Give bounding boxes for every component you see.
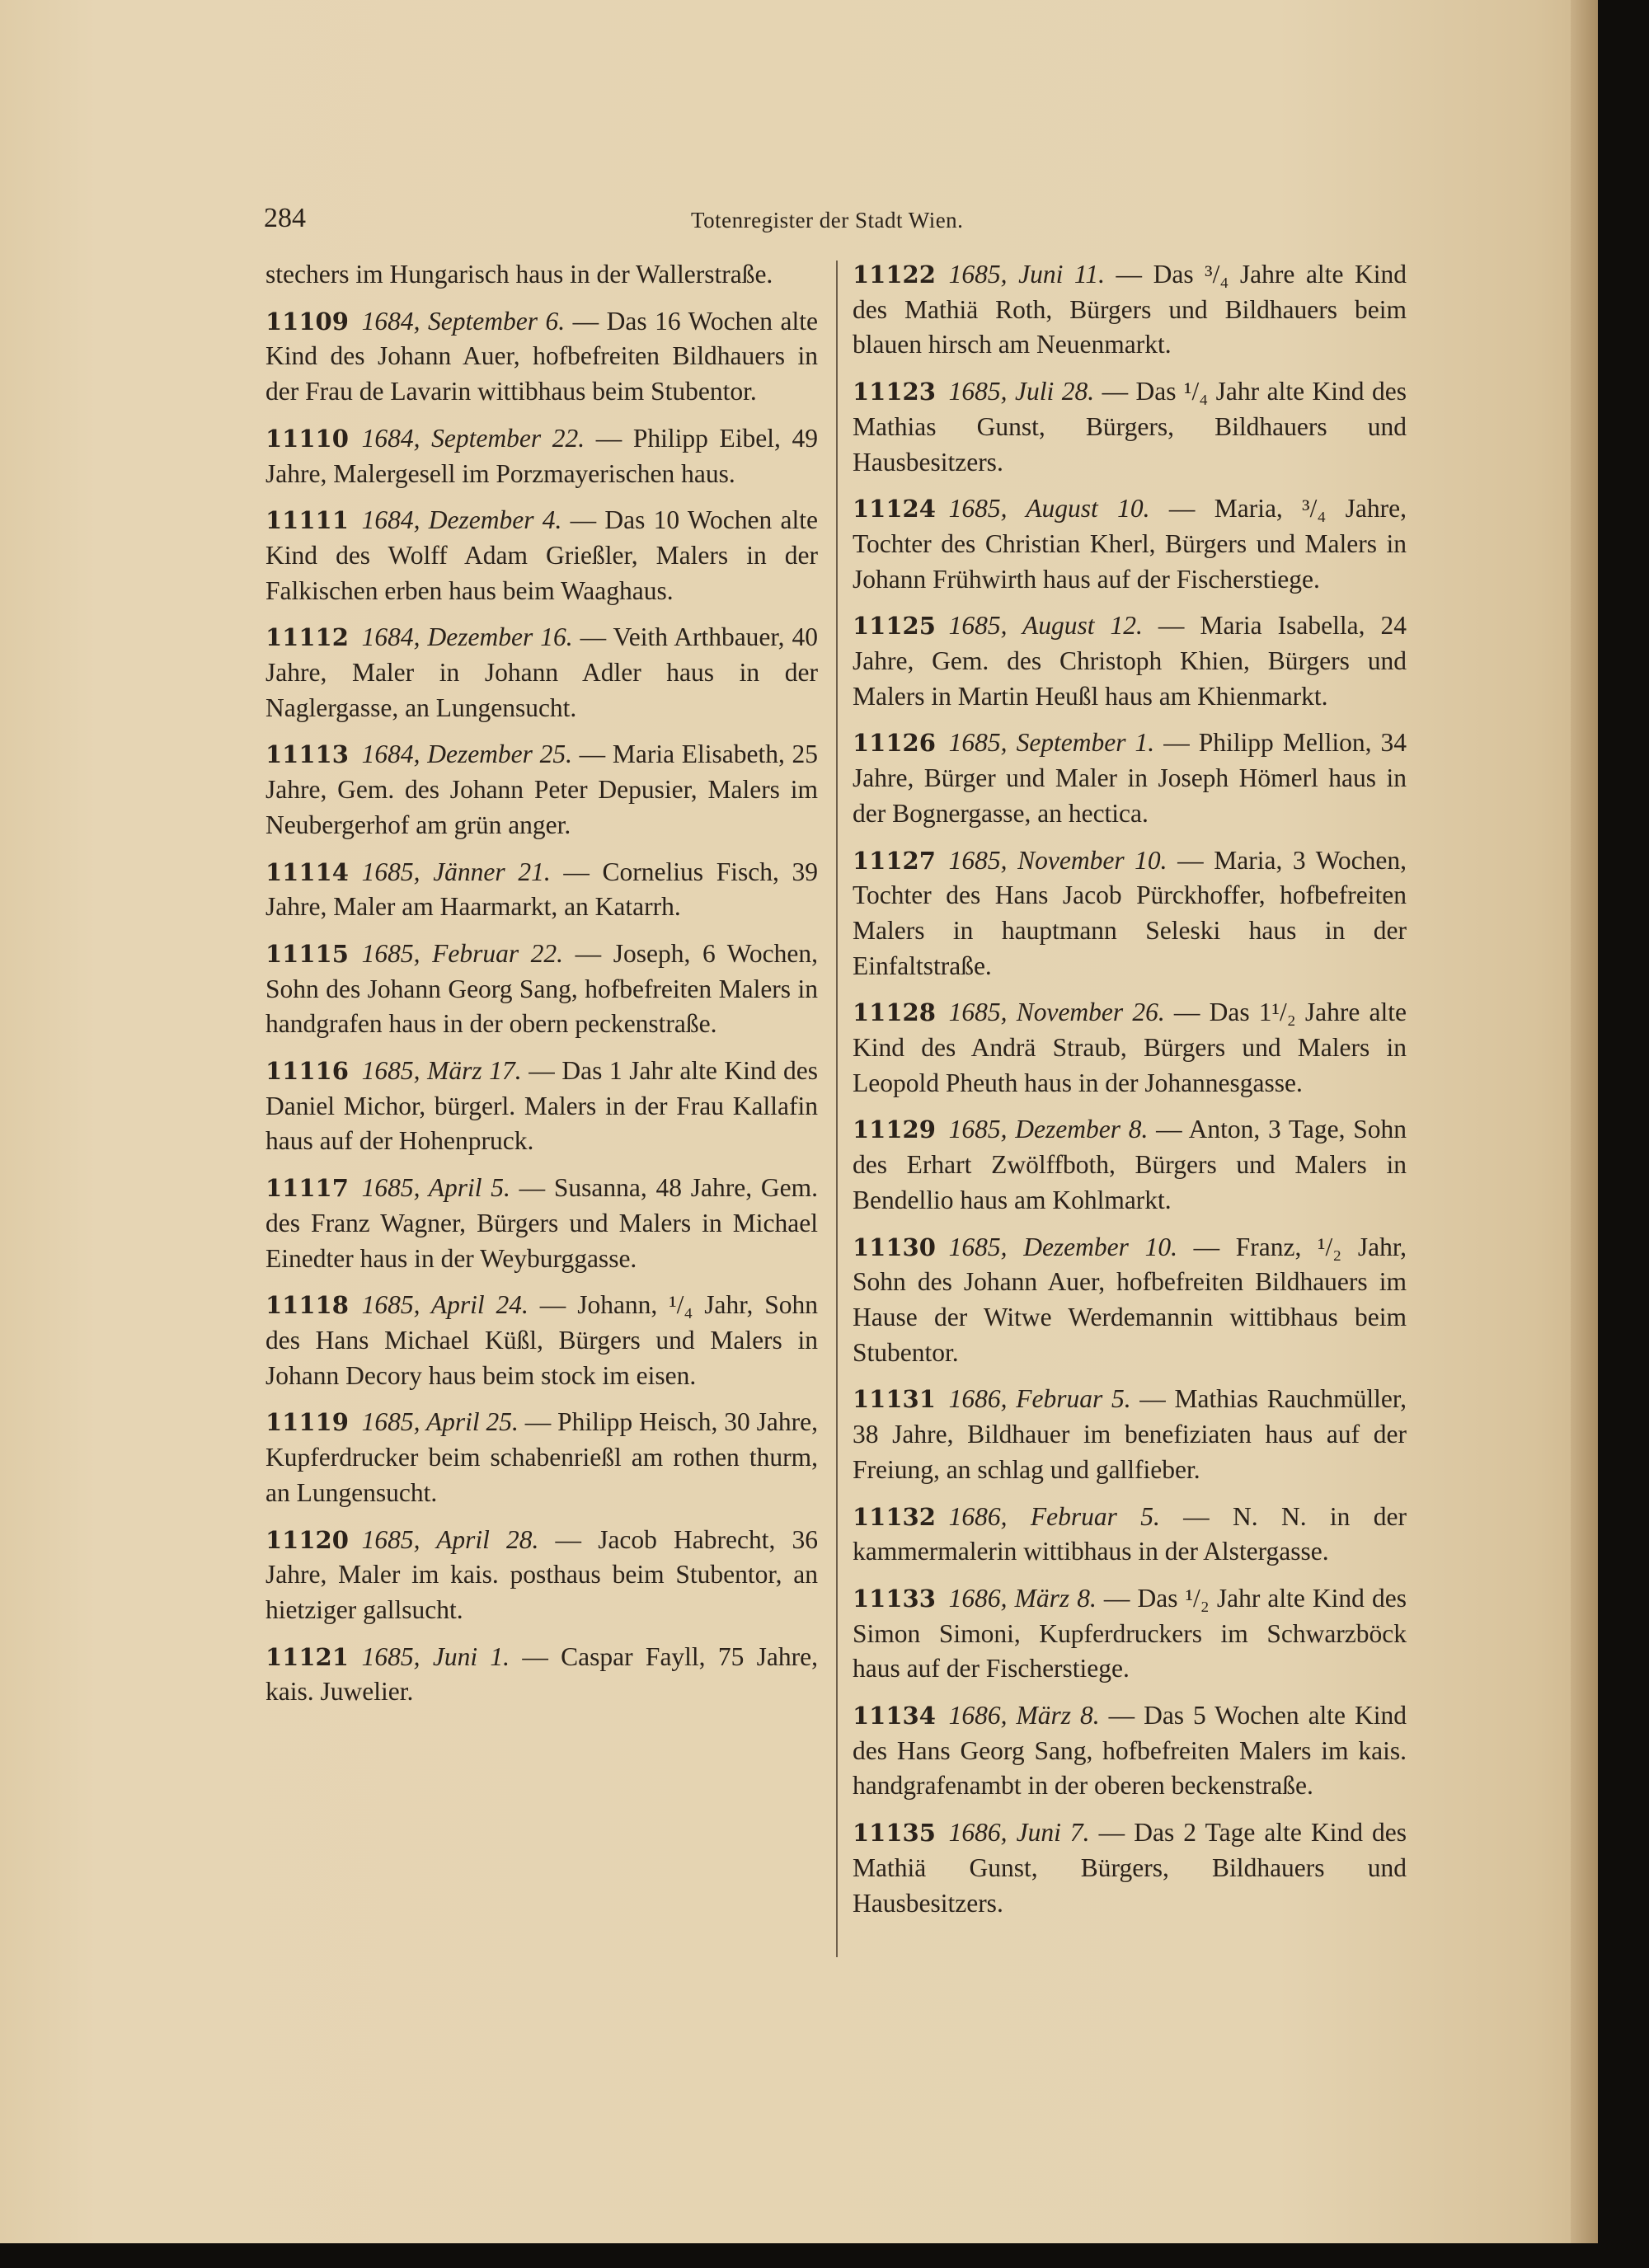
register-entry xyxy=(853,1698,1407,1804)
entry-number: 11111 xyxy=(265,506,349,535)
entry-text: — Anton, 3 Tage, Sohn des Erhart Zwölffboth, Bürgers und Malers in Bendellio haus am Kohlmarkt. xyxy=(853,1115,1407,1214)
entry-text: — Mathias Rauchmüller, 38 Jahre, Bildhauer im benefiziaten haus auf der Freiung, an schlag und gallfieber. xyxy=(853,1384,1407,1484)
register-entry xyxy=(265,737,818,843)
entry-number: 11132 xyxy=(853,1502,936,1531)
entry-number: 11124 xyxy=(853,495,936,524)
entry-text: — Das ³/₄ Jahre alte Kind des Mathiä Roth, Bürgers und Bildhauers beim blauen hirsch am Neuenmarkt. xyxy=(853,260,1407,359)
entry-date: 1685, April 25. xyxy=(361,1407,519,1437)
entry-date: 1685, Juli 28. xyxy=(948,377,1095,406)
entry-date: 1686, März 8. xyxy=(948,1701,1100,1730)
register-entry xyxy=(265,855,818,925)
entry-date: 1685, Dezember 10. xyxy=(948,1232,1177,1261)
entry-date: 1684, Dezember 16. xyxy=(361,622,573,652)
entry-number: 11129 xyxy=(853,1115,936,1144)
entry-date: 1684, September 22. xyxy=(361,423,585,453)
entry-text: — Das 5 Wochen alte Kind des Hans Georg Sang, hofbefreiten Malers im kais. handgrafenambt in der oberen beckenstraße. xyxy=(853,1701,1407,1801)
entry-date: 1685, November 10. xyxy=(948,845,1167,875)
register-entry xyxy=(853,843,1407,984)
register-entry xyxy=(265,1171,818,1276)
register-entry xyxy=(265,1405,818,1510)
entry-date: 1685, September 1. xyxy=(948,728,1155,758)
entry-text: — Jacob Habrecht, 36 Jahre, Maler im kais. posthaus beim Stubentor, an hietziger gallsucht. xyxy=(265,1524,819,1624)
right-column xyxy=(853,257,1407,1932)
entry-number: 11112 xyxy=(265,623,349,652)
entry-date: 1685, März 17. xyxy=(361,1056,522,1086)
entry-number: 11122 xyxy=(853,261,936,289)
register-entry xyxy=(265,937,818,1042)
entry-number: 11123 xyxy=(853,378,936,406)
register-entry xyxy=(853,1112,1407,1218)
register-entry xyxy=(265,1288,818,1393)
entry-number: 11116 xyxy=(265,1057,349,1086)
entry-date: 1685, August 10. xyxy=(948,494,1150,524)
entry-date: 1685, Juni 1. xyxy=(361,1641,510,1671)
entry-date: 1685, Dezember 8. xyxy=(948,1115,1149,1144)
right-entries xyxy=(853,257,1407,1921)
left-column xyxy=(265,257,818,1721)
register-entry xyxy=(265,304,818,410)
entry-text: — Susanna, 48 Jahre, Gem. des Franz Wagner, Bürgers und Malers in Michael Einedter haus in der Weyburggasse. xyxy=(265,1173,819,1273)
register-entry xyxy=(265,421,818,491)
entry-number: 11135 xyxy=(853,1819,936,1848)
continuation-text: stechers im Hungarisch haus in der Wallerstraße. xyxy=(265,260,773,289)
register-entry xyxy=(853,1500,1407,1570)
entry-date: 1685, April 24. xyxy=(361,1290,529,1320)
entry-date: 1686, März 8. xyxy=(948,1583,1097,1613)
page-gutter xyxy=(1571,0,1598,2243)
column-divider xyxy=(836,261,838,1957)
entry-text: — Franz, ¹/₂ Jahr, Sohn des Johann Auer, hofbefreiten Bildhauers im Hause der Witwe Werdemannin wittibhaus beim Stubentor. xyxy=(853,1232,1407,1367)
entry-number: 11130 xyxy=(853,1233,936,1261)
entry-text: — Das 16 Wochen alte Kind des Johann Auer, hofbefreiten Bildhauers in der Frau de Lavarin wittibhaus beim Stubentor. xyxy=(265,306,819,406)
register-entry xyxy=(853,1382,1407,1487)
entry-text: — N. N. in der kammermalerin wittibhaus in der Alstergasse. xyxy=(853,1501,1407,1566)
entry-text: — Philipp Eibel, 49 Jahre, Malergesell im Porzmayerischen haus. xyxy=(265,423,819,488)
entry-date: 1685, November 26. xyxy=(948,998,1165,1027)
entry-date: 1685, Juni 11. xyxy=(948,260,1105,289)
register-entry xyxy=(853,725,1407,831)
register-entry xyxy=(265,1054,818,1159)
entry-text: — Das 2 Tage alte Kind des Mathiä Gunst, Bürgers, Bildhauers und Hausbesitzers. xyxy=(853,1818,1407,1918)
register-entry xyxy=(853,608,1407,714)
entry-date: 1686, Februar 5. xyxy=(948,1384,1131,1414)
entry-text: — Philipp Heisch, 30 Jahre, Kupferdrucker beim schabenrießl am rothen thurm, an Lungensucht. xyxy=(265,1407,818,1507)
entry-date: 1684, September 6. xyxy=(361,306,566,336)
entry-text: — Philipp Mellion, 34 Jahre, Bürger und Maler in Joseph Hömerl haus in der Bognergasse, an hectica. xyxy=(853,728,1407,828)
register-entry xyxy=(853,491,1407,597)
entry-text: — Das 1¹/₂ Jahre alte Kind des Andrä Straub, Bürgers und Malers in Leopold Pheuth haus in der Johannesgasse. xyxy=(853,998,1407,1097)
entry-date: 1684, Dezember 25. xyxy=(361,740,572,769)
register-entry xyxy=(853,995,1407,1101)
entry-date: 1684, Dezember 4. xyxy=(361,505,562,535)
entry-date: 1685, Februar 22. xyxy=(361,938,564,968)
entry-number: 11120 xyxy=(265,1525,349,1554)
entry-text: — Cornelius Fisch, 39 Jahre, Maler am Haarmarkt, an Katarrh. xyxy=(265,857,818,922)
entry-text: — Maria, ³/₄ Jahre, Tochter des Christian Kherl, Bürgers und Malers in Johann Frühwirth haus auf der Fischerstiege. xyxy=(853,494,1407,594)
entry-text: — Maria Elisabeth, 25 Jahre, Gem. des Johann Peter Depusier, Malers im Neubergerhof am grün anger. xyxy=(265,740,818,839)
entry-text: — Caspar Fayll, 75 Jahre, kais. Juwelier. xyxy=(265,1641,819,1707)
entry-number: 11113 xyxy=(265,740,349,769)
entry-date: 1686, Juni 7. xyxy=(948,1818,1090,1848)
entry-number: 11134 xyxy=(853,1702,936,1730)
entry-number: 11109 xyxy=(265,307,349,336)
entry-date: 1685, April 5. xyxy=(361,1173,510,1203)
entry-text: — Das 10 Wochen alte Kind des Wolff Adam Grießler, Malers in der Falkischen erben haus beim Waaghaus. xyxy=(265,505,818,605)
entry-number: 11126 xyxy=(853,729,936,758)
page-header xyxy=(264,203,1410,236)
entry-date: 1685, August 12. xyxy=(948,611,1143,641)
register-entry xyxy=(853,374,1407,480)
entry-number: 11131 xyxy=(853,1385,936,1414)
entry-text: — Maria Isabella, 24 Jahre, Gem. des Christoph Khien, Bürgers und Malers in Martin Heußl haus am Khienmarkt. xyxy=(853,611,1407,711)
register-entry xyxy=(265,620,818,725)
entry-number: 11114 xyxy=(265,857,349,886)
register-entry xyxy=(853,1230,1407,1371)
entry-number: 11128 xyxy=(853,998,936,1027)
entry-number: 11117 xyxy=(265,1174,349,1203)
entry-date: 1685, Jänner 21. xyxy=(361,857,551,886)
entry-text: — Johann, ¹/₄ Jahr, Sohn des Hans Michael Küßl, Bürgers und Malers in Johann Decory haus beim stock im eisen. xyxy=(265,1290,819,1390)
entry-number: 11127 xyxy=(853,846,936,875)
entry-number: 11125 xyxy=(853,612,936,641)
entry-number: 11118 xyxy=(265,1291,349,1320)
register-entry xyxy=(853,1581,1407,1687)
entry-text: — Joseph, 6 Wochen, Sohn des Johann Georg Sang, hofbefreiten Malers in handgrafen haus in der obern peckenstraße. xyxy=(265,938,818,1039)
register-entry xyxy=(265,1640,818,1710)
entry-date: 1685, April 28. xyxy=(361,1524,539,1554)
entry-text: — Das ¹/₂ Jahr alte Kind des Simon Simoni, Kupferdruckers im Schwarzböck haus auf der Fischerstiege. xyxy=(853,1583,1407,1683)
register-entry xyxy=(853,1815,1407,1921)
page-number: 284 xyxy=(264,203,306,233)
entry-number: 11121 xyxy=(265,1642,349,1671)
register-entry xyxy=(853,257,1407,363)
left-entries xyxy=(265,304,818,1710)
entry-number: 11110 xyxy=(265,424,349,453)
entry-text: — Das ¹/₄ Jahr alte Kind des Mathias Gunst, Bürgers, Bildhauers und Hausbesitzers. xyxy=(853,377,1407,477)
entry-number: 11119 xyxy=(265,1408,349,1437)
register-entry xyxy=(265,503,818,608)
entry-date: 1686, Februar 5. xyxy=(948,1501,1160,1531)
register-entry xyxy=(265,1523,818,1628)
entry-text: — Maria, 3 Wochen, Tochter des Hans Jacob Pürckhoffer, hofbefreiten Malers in hauptmann Seleski haus in der Einfaltstraße. xyxy=(853,845,1407,980)
entry-text: — Veith Arthbauer, 40 Jahre, Maler in Johann Adler haus in der Naglergasse, an Lungensucht. xyxy=(265,622,818,722)
entry-text: — Das 1 Jahr alte Kind des Daniel Michor, bürgerl. Malers in der Frau Kallafin haus auf der Hohenpruck. xyxy=(265,1056,819,1156)
entry-number: 11115 xyxy=(265,939,349,968)
running-title: Totenregister der Stadt Wien. xyxy=(691,208,964,232)
entry-number: 11133 xyxy=(853,1584,936,1613)
